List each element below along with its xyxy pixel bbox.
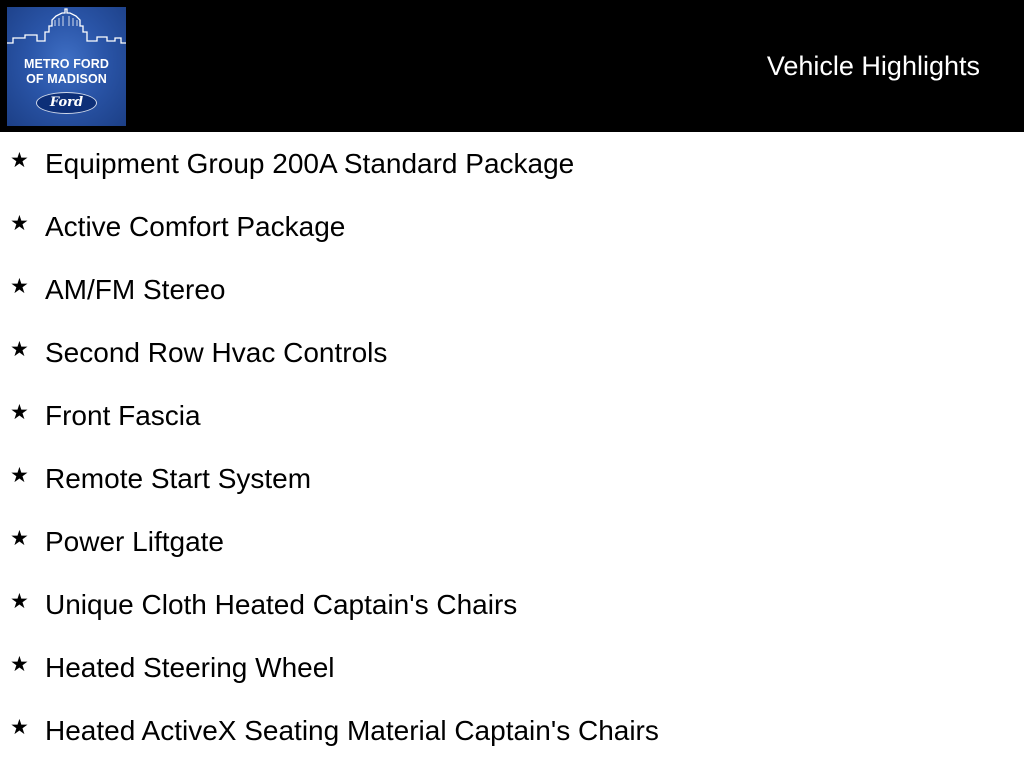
highlight-item (0, 321, 1024, 384)
logo-text-line2: OF MADISON (26, 72, 107, 86)
star-icon: ★ (10, 527, 29, 550)
ford-oval-text: Ford (49, 95, 84, 110)
ford-oval-logo (36, 92, 97, 114)
star-icon: ★ (10, 275, 29, 298)
star-icon: ★ (10, 653, 29, 676)
highlight-label: Second Row Hvac Controls (45, 337, 388, 368)
star-icon: ★ (10, 716, 29, 739)
highlight-item (0, 699, 1024, 762)
star-icon: ★ (10, 464, 29, 487)
highlight-label: Active Comfort Package (45, 211, 346, 242)
star-icon: ★ (10, 212, 29, 235)
highlight-label: Unique Cloth Heated Captain's Chairs (45, 589, 518, 620)
logo-text-line1: METRO FORD (23, 57, 110, 71)
highlight-label: Equipment Group 200A Standard Package (45, 148, 575, 179)
highlight-item (0, 195, 1024, 258)
highlight-item (0, 510, 1024, 573)
page-title: Vehicle Highlights (766, 51, 980, 81)
highlight-item (0, 636, 1024, 699)
star-icon: ★ (10, 338, 29, 361)
highlight-item (0, 573, 1024, 636)
highlight-item (0, 258, 1024, 321)
highlight-item (0, 132, 1024, 195)
highlight-label: AM/FM Stereo (45, 274, 226, 305)
highlight-label: Power Liftgate (45, 526, 224, 557)
highlight-label: Heated ActiveX Seating Material Captain's Chairs (45, 715, 659, 746)
star-icon: ★ (10, 149, 29, 172)
highlight-item (0, 447, 1024, 510)
vehicle-highlights-list (0, 132, 1024, 762)
dealer-logo[interactable] (7, 7, 126, 126)
star-icon: ★ (10, 590, 29, 613)
highlight-label: Front Fascia (45, 400, 201, 431)
capitol-skyline-icon (7, 7, 126, 57)
highlight-label: Heated Steering Wheel (45, 652, 335, 683)
star-icon: ★ (10, 401, 29, 424)
highlight-item (0, 384, 1024, 447)
highlight-label: Remote Start System (45, 463, 312, 494)
header-bar (0, 0, 1024, 132)
